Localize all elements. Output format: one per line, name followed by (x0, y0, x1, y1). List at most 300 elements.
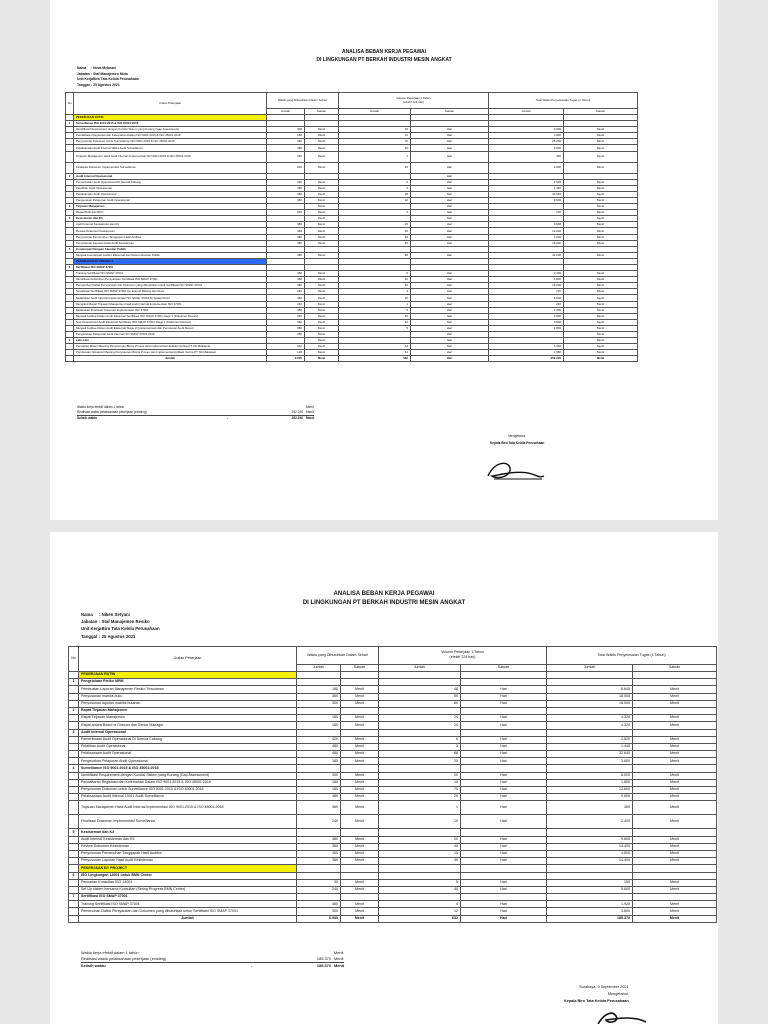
workload-table (65, 92, 638, 362)
cell-volume: 68 (339, 191, 411, 197)
cell-total: 3.600 (547, 908, 633, 915)
cell-total (547, 765, 633, 772)
cell-total: 6.000 (489, 127, 564, 133)
cell-uraian: Finalisasi Dokumen Implementasi Surveillance (74, 162, 267, 173)
cell-volume: 20 (339, 127, 411, 133)
cell-total: 32.640 (547, 751, 633, 758)
cell-volume-unit: Hari (461, 836, 547, 843)
cell-waktu: 360 (267, 139, 305, 145)
cell-total: 1.800 (489, 133, 564, 139)
section-row (69, 829, 717, 836)
cell-no (69, 722, 79, 729)
cell-total: 2.400 (547, 815, 633, 829)
cell-no: 5 (66, 246, 74, 252)
cell-uraian: Training Sertifikasi ISO SMAP 37001 (74, 271, 267, 277)
cell-total-unit: Menit (564, 210, 638, 216)
cell-total-unit (633, 679, 717, 686)
summary-value: 252.240 (291, 416, 303, 420)
cell-total-unit: Menit (564, 234, 638, 240)
cell-total-unit: Menit (564, 222, 638, 228)
cell-waktu-unit: Menit (341, 850, 379, 857)
cell-no (69, 715, 79, 722)
section-label: Kesisteman dan K3 (79, 829, 297, 836)
cell-total (547, 679, 633, 686)
cell-waktu-unit: Menit (341, 794, 379, 801)
col-total: Total Waktu Penyelesaian Tugas (1 Tahun) (489, 93, 638, 109)
cell-uraian: Identifikasi Requirement dengan Kondisi Sistem yang Kurang (Gap Assessment) (74, 127, 267, 133)
cell-volume: 6 (379, 736, 461, 743)
cell-volume-unit: Hari (461, 843, 547, 850)
cell-no: 3 (69, 729, 79, 736)
category-label: PEKERJAAN BY PROJECT (79, 865, 297, 872)
cell-waktu: 480 (267, 252, 305, 258)
cell-total: 18.000 (547, 693, 633, 700)
cell-waktu: 300 (297, 850, 341, 857)
col-jumlah: Jumlah (489, 109, 564, 115)
section-label: Rapat Tinjauan Manajemen (79, 707, 297, 714)
table-row (69, 908, 717, 915)
cell-total: 19.200 (489, 228, 564, 234)
cell-total: 9.600 (547, 836, 633, 843)
meta-label: Nama (77, 66, 87, 70)
cell-total-unit (633, 765, 717, 772)
meta-label: Tanggal (81, 633, 98, 639)
cell-total (547, 829, 633, 836)
col-volume (339, 93, 489, 109)
cell-total-unit: Menit (633, 908, 717, 915)
section-label: Counterpart Dengan Akuntan Publik (74, 246, 267, 252)
cell-no (69, 693, 79, 700)
col-volume-line2: (efektif 224 hari) (403, 100, 424, 104)
table-row (69, 879, 717, 886)
cell-total-unit: Menit (564, 271, 638, 277)
signature-block (564, 984, 629, 1005)
cell-waktu-unit: Menit (341, 686, 379, 693)
col-uraian: Uraian Pekerjaan (79, 647, 297, 672)
cell-volume-unit: Hari (461, 858, 547, 865)
employee-info (77, 66, 139, 88)
cell-total: 2.400 (489, 307, 564, 313)
cell-waktu-unit: Menit (305, 240, 339, 246)
cell-waktu-unit: Menit (305, 313, 339, 319)
cell-waktu-unit: Menit (341, 722, 379, 729)
cell-total-unit: Menit (633, 700, 717, 707)
cell-uraian: Pemenuhan Daftar Persyaratan dan Dokumen yang dibutuhkan untuk Sertifikasi ISO SMAP 37001 (74, 283, 267, 289)
cell-waktu-unit: Menit (305, 356, 339, 362)
cell-total: 12.600 (547, 787, 633, 794)
cell-uraian: Identifikasi Kebutuhan Persyaratan Sertifikasi ISO SMAP 37001 (74, 277, 267, 283)
cell-waktu-unit (341, 707, 379, 714)
cell-uraian: Pelaksanaan Audit Internal 19011 Audit Surveillance (79, 794, 297, 801)
cell-total-unit: Menit (564, 325, 638, 331)
section-row (69, 894, 717, 901)
cell-no (66, 151, 74, 162)
cell-uraian: Tinjauan Manajemen Hasil Audit Internal Implementasi ISO 9001:2015 & ISO 45001:2018 (79, 801, 297, 815)
meta-value: : 25 Agustus 2021 (99, 633, 136, 639)
cell-total-unit: Menit (564, 313, 638, 319)
cell-no (69, 879, 79, 886)
cell-volume: 40 (379, 886, 461, 893)
cell-volume: 1 (379, 801, 461, 815)
col-waktu: Waktu yang Dibutuhkan Dalam Sehari (267, 93, 339, 109)
summary-unit: Menit (306, 416, 315, 420)
summary-unit: Menit (334, 956, 344, 961)
summary-sign (227, 410, 275, 415)
cell-volume-unit: Hari (461, 722, 547, 729)
cell-no (69, 787, 79, 794)
cell-waktu: 480 (267, 332, 305, 338)
cell-waktu-unit: Menit (341, 843, 379, 850)
cell-waktu: 180 (297, 787, 341, 794)
cell-waktu: 300 (267, 127, 305, 133)
cell-total-unit (633, 894, 717, 901)
cell-waktu: 360 (267, 325, 305, 331)
cell-uraian: Penyusunan Laporan Hasil Audit Kesisteman (79, 858, 297, 865)
cell-total: 14.400 (547, 843, 633, 850)
cell-volume-unit: Hari (461, 700, 547, 707)
table-row (69, 850, 717, 857)
cell-volume-unit (461, 707, 547, 714)
cell-waktu: 360 (297, 801, 341, 815)
cell-waktu: 6.000 (267, 356, 305, 362)
cell-uraian: Audit Internal Kesisteman dan K3 (74, 222, 267, 228)
table-row (69, 686, 717, 693)
cell-volume-unit: Hari (461, 715, 547, 722)
cell-volume-unit: Hari (411, 173, 489, 179)
cell-volume: 632 (379, 915, 461, 922)
cell-volume-unit: Hari (411, 179, 489, 185)
cell-total (547, 894, 633, 901)
cell-waktu-unit: Menit (341, 772, 379, 779)
cell-volume: 10 (379, 779, 461, 786)
cell-waktu-unit: Menit (341, 915, 379, 922)
cell-uraian: Penyusunan Pemenuhan Tanggapan Hasil Auditee (79, 850, 297, 857)
section-row (69, 679, 717, 686)
cell-total: 240 (489, 301, 564, 307)
page-title: ANALISA BEBAN KERJA PEGAWAI (341, 49, 427, 55)
table-row (69, 743, 717, 750)
cell-total: 1.680 (489, 350, 564, 356)
table-row (66, 162, 638, 173)
cell-total: 1.920 (547, 901, 633, 908)
cell-total: 252.240 (489, 356, 564, 362)
col-jumlah: Jumlah (339, 109, 411, 115)
cell-volume: 20 (339, 295, 411, 301)
cell-waktu-unit: Menit (341, 858, 379, 865)
category-row (69, 865, 717, 872)
cell-volume: 20 (379, 794, 461, 801)
section-label: Audit Internal Operasional (79, 729, 297, 736)
cell-total-unit: Menit (564, 228, 638, 234)
cell-waktu-unit: Menit (305, 271, 339, 277)
cell-volume: 20 (379, 758, 461, 765)
cell-volume (379, 872, 461, 879)
cell-total-unit: Menit (564, 127, 638, 133)
cell-waktu: 420 (297, 736, 341, 743)
cell-volume-unit: Hari (411, 222, 489, 228)
cell-volume-unit: Hari (461, 908, 547, 915)
cell-volume: 3 (339, 289, 411, 295)
cell-total-unit (633, 729, 717, 736)
cell-waktu: 360 (267, 319, 305, 325)
table-row (69, 886, 717, 893)
cell-volume-unit: Hari (411, 191, 489, 197)
page-subtitle: DI LINGKUNGAN PT BERKAH INDUSTRI MESIN ANGKAT (316, 57, 452, 63)
cell-total-unit: Menit (564, 344, 638, 350)
cell-no: 4 (66, 216, 74, 222)
summary-label: Waktu kerja efektif dalam 1 tahun (77, 405, 125, 409)
cell-volume-unit: Hari (411, 228, 489, 234)
cell-waktu-unit: Menit (305, 307, 339, 313)
total-row (69, 915, 717, 922)
cell-uraian: Melakukan Finalisasi Dokumen Implementasi ISO 37001 (74, 307, 267, 313)
cell-waktu-unit: Menit (341, 758, 379, 765)
cell-waktu: 180 (297, 722, 341, 729)
meta-label: Nama (81, 612, 93, 617)
cell-no (69, 743, 79, 750)
cell-total-unit: Menit (564, 204, 638, 210)
cell-volume: 24 (379, 722, 461, 729)
col-jumlah: Jumlah (267, 109, 305, 115)
cell-uraian: Rapat Tinjauan Manajemen (79, 715, 297, 722)
cell-uraian: Pelaksanaan Audit Operasional (74, 191, 267, 197)
cell-total: 18.000 (547, 700, 633, 707)
cell-no (69, 858, 79, 865)
table-row (69, 693, 717, 700)
cell-total-unit: Menit (564, 240, 638, 246)
cell-volume (379, 679, 461, 686)
cell-waktu: 480 (267, 191, 305, 197)
cell-uraian: Penyusunan Laporan Hasil Audit Kesisteman (74, 240, 267, 246)
col-volume-line2: (efektif 224 hari) (449, 655, 476, 659)
cell-total: 1.800 (489, 325, 564, 331)
cell-volume: 5 (339, 325, 411, 331)
cell-waktu-unit: Menit (305, 332, 339, 338)
cell-volume: 1 (339, 301, 411, 307)
cell-volume-unit: Hari (461, 879, 547, 886)
cell-volume: 48 (379, 686, 461, 693)
cell-total-unit: Menit (633, 787, 717, 794)
cell-total: 720 (489, 289, 564, 295)
cell-waktu-unit: Menit (305, 145, 339, 151)
col-satuan: Satuan (564, 109, 638, 115)
cell-total-unit: Menit (633, 886, 717, 893)
handwritten-signature (586, 1008, 666, 1024)
category-label: PEKERJAAN BY PROJECT (74, 258, 267, 264)
cell-volume-unit: Hari (411, 204, 489, 210)
meta-value: : 25 Agustus 2021 (91, 82, 120, 87)
cell-uraian: Pendaftaran Registrasi dan Kelemahan Dalam ISO 9001:2015 & ISO 45001:2018 (74, 133, 267, 139)
col-jumlah: Jumlah (297, 665, 341, 672)
cell-uraian: Pelaksanaan Audit Operasional (79, 751, 297, 758)
summary-sign: - (227, 416, 229, 420)
summary-value: 185.370 (316, 963, 331, 968)
cell-total: 9.600 (489, 222, 564, 228)
cell-total-unit: Menit (564, 356, 638, 362)
cell-waktu-unit: Menit (305, 210, 339, 216)
cell-no (69, 865, 79, 872)
cell-volume: 14 (339, 350, 411, 356)
cell-no: 4 (69, 765, 79, 772)
cell-total-unit: Menit (564, 139, 638, 145)
section-row (69, 729, 717, 736)
cell-no (69, 801, 79, 815)
cell-waktu: 240 (267, 344, 305, 350)
col-jumlah: Jumlah (547, 665, 633, 672)
cell-waktu: 360 (267, 313, 305, 319)
cell-waktu: 180 (267, 133, 305, 139)
cell-volume (379, 729, 461, 736)
cell-uraian: Training Sertifikasi ISO SMAP 37001 (79, 901, 297, 908)
cell-volume: 5 (379, 879, 461, 886)
cell-volume: 4 (379, 901, 461, 908)
cell-total (547, 729, 633, 736)
cell-total: 185.370 (547, 915, 633, 922)
cell-uraian: Jumlah (79, 915, 297, 922)
cell-volume-unit: Hari (461, 801, 547, 815)
cell-total: 3.360 (489, 344, 564, 350)
cell-uraian: Review Dokumen Kesisteman (79, 843, 297, 850)
cell-waktu-unit: Menit (305, 234, 339, 240)
cell-total-unit: Menit (633, 901, 717, 908)
meta-label: Unit Kerja (77, 77, 94, 82)
meta-value: : Staf Manajemen Resiko (99, 619, 150, 625)
section-label: Sertifikasi ISO SMAP 37001 (79, 894, 297, 901)
cell-uraian: Gap Assessment Audit Eksternal Sertifikasi ISO SMAP 37001 Stage 1 (Dokumen Review) (74, 319, 267, 325)
cell-volume-unit: Hari (411, 234, 489, 240)
cell-volume-unit: Hari (411, 356, 489, 362)
cell-no (69, 700, 79, 707)
cell-total-unit: Menit (633, 686, 717, 693)
cell-volume: 40 (379, 843, 461, 850)
sign-ack: Mengetahui, (607, 992, 629, 996)
summary-label: Selisih waktu (81, 963, 106, 968)
cell-volume-unit: Hari (411, 307, 489, 313)
section-label: Surveillance ISO 9001:2015 & ISO 45001:2018 (79, 765, 297, 772)
cell-total: 4.320 (547, 715, 633, 722)
cell-waktu: 300 (297, 772, 341, 779)
meta-value: : Biro Tata Kelola Perusahaan (99, 626, 160, 632)
cell-waktu: 420 (267, 179, 305, 185)
cell-uraian: Jumlah (74, 356, 267, 362)
cell-volume: 12 (379, 908, 461, 915)
cell-total: 7.200 (489, 234, 564, 240)
cell-total-unit: Menit (564, 252, 638, 258)
cell-no: 6 (69, 872, 79, 879)
cell-uraian: Mengikuti Rapat Tinjauan Manajemen hasil Audit Internal Implementasi ISO 37001 (74, 301, 267, 307)
workload-table (68, 646, 717, 923)
cell-total: 4.320 (547, 722, 633, 729)
table-row (69, 751, 717, 758)
summary-sign (251, 956, 303, 962)
cell-volume-unit: Hari (461, 850, 547, 857)
cell-waktu-unit: Menit (305, 133, 339, 139)
cell-volume: 10 (339, 133, 411, 139)
col-total: Total Waktu Penyelesaian Tugas (1 Tahun) (547, 647, 717, 665)
cell-waktu-unit: Menit (341, 836, 379, 843)
document-page-2 (50, 532, 718, 1024)
cell-volume-unit: Hari (461, 751, 547, 758)
cell-waktu: 120 (267, 350, 305, 356)
cell-uraian: Review Dokumen Kesisteman (74, 228, 267, 234)
cell-waktu (297, 679, 341, 686)
cell-total-unit: Menit (633, 815, 717, 829)
cell-total-unit: Menit (633, 915, 717, 922)
cell-volume-unit (461, 679, 547, 686)
cell-volume-unit: Hari (411, 283, 489, 289)
cell-total: 9.600 (489, 197, 564, 203)
cell-total-unit: Menit (633, 758, 717, 765)
section-label: Kesisteman dan K3 (74, 216, 267, 222)
section-row (69, 872, 717, 879)
cell-total: 2.520 (547, 736, 633, 743)
cell-volume: 5 (339, 307, 411, 313)
cell-total-unit: Menit (564, 179, 638, 185)
col-satuan: Satuan (633, 665, 717, 672)
cell-waktu: 480 (267, 240, 305, 246)
cell-uraian: Pencarian Konsultan ISO 14001 (79, 879, 297, 886)
cell-uraian: Pemeriksaan Audit Operasional Di Semua Cabang (74, 179, 267, 185)
cell-total-unit: Menit (564, 338, 638, 344)
cell-waktu-unit: Menit (305, 216, 339, 222)
cell-no (69, 886, 79, 893)
cell-volume-unit: Hari (411, 185, 489, 191)
cell-total-unit: Menit (564, 283, 638, 289)
summary-label: Selisih waktu (77, 416, 98, 420)
cell-waktu: 480 (267, 277, 305, 283)
cell-waktu-unit (341, 872, 379, 879)
cell-volume: 560 (339, 356, 411, 362)
cell-no (69, 779, 79, 786)
cell-total: 4.800 (489, 162, 564, 173)
cell-volume: 40 (379, 858, 461, 865)
meta-value: : Biro Tata Kelola Perusahaan (91, 77, 139, 82)
col-no: No (66, 93, 74, 115)
cell-uraian: Menjadi Auditee Dalam Audit Eksternal Stage 2 (Implementasi) dan Penutupan Audit Report (74, 325, 267, 331)
cell-waktu-unit: Menit (305, 325, 339, 331)
cell-volume-unit (461, 729, 547, 736)
table-row (69, 801, 717, 815)
section-label: Surveillance ISO 9001:2015 & ISO 45001:2018 (74, 121, 267, 127)
sign-place-date: Surabaya, 9 September 2021 (579, 985, 629, 989)
cell-volume: 3 (379, 743, 461, 750)
cell-waktu-unit: Menit (305, 228, 339, 234)
cell-waktu: 480 (267, 228, 305, 234)
cell-total-unit: Menit (564, 185, 638, 191)
cell-no: 1 (66, 121, 74, 127)
col-volume-line1: Volume Pekerjaan 1 Tahun (396, 96, 431, 101)
cell-waktu-unit (341, 679, 379, 686)
cell-volume: 68 (379, 751, 461, 758)
cell-waktu: 480 (297, 751, 341, 758)
cell-waktu-unit: Menit (341, 908, 379, 915)
cell-no: 9 (66, 338, 74, 344)
cell-volume-unit: Hari (411, 338, 489, 344)
cell-volume: 6 (339, 179, 411, 185)
page-subtitle: DI LINGKUNGAN PT BERKAH INDUSTRI MESIN ANGKAT (302, 600, 466, 606)
cell-volume-unit: Hari (411, 277, 489, 283)
cell-uraian: Audit Internal Kesisteman dan K3 (79, 836, 297, 843)
cell-no: 2 (69, 707, 79, 714)
cell-waktu-unit: Menit (305, 350, 339, 356)
cell-volume-unit: Hari (461, 772, 547, 779)
cell-no (69, 815, 79, 829)
cell-total: 4.800 (489, 277, 564, 283)
cell-volume-unit: Hari (461, 901, 547, 908)
cell-total-unit: Menit (564, 151, 638, 162)
cell-waktu-unit: Menit (305, 277, 339, 283)
cell-waktu-unit: Menit (341, 715, 379, 722)
